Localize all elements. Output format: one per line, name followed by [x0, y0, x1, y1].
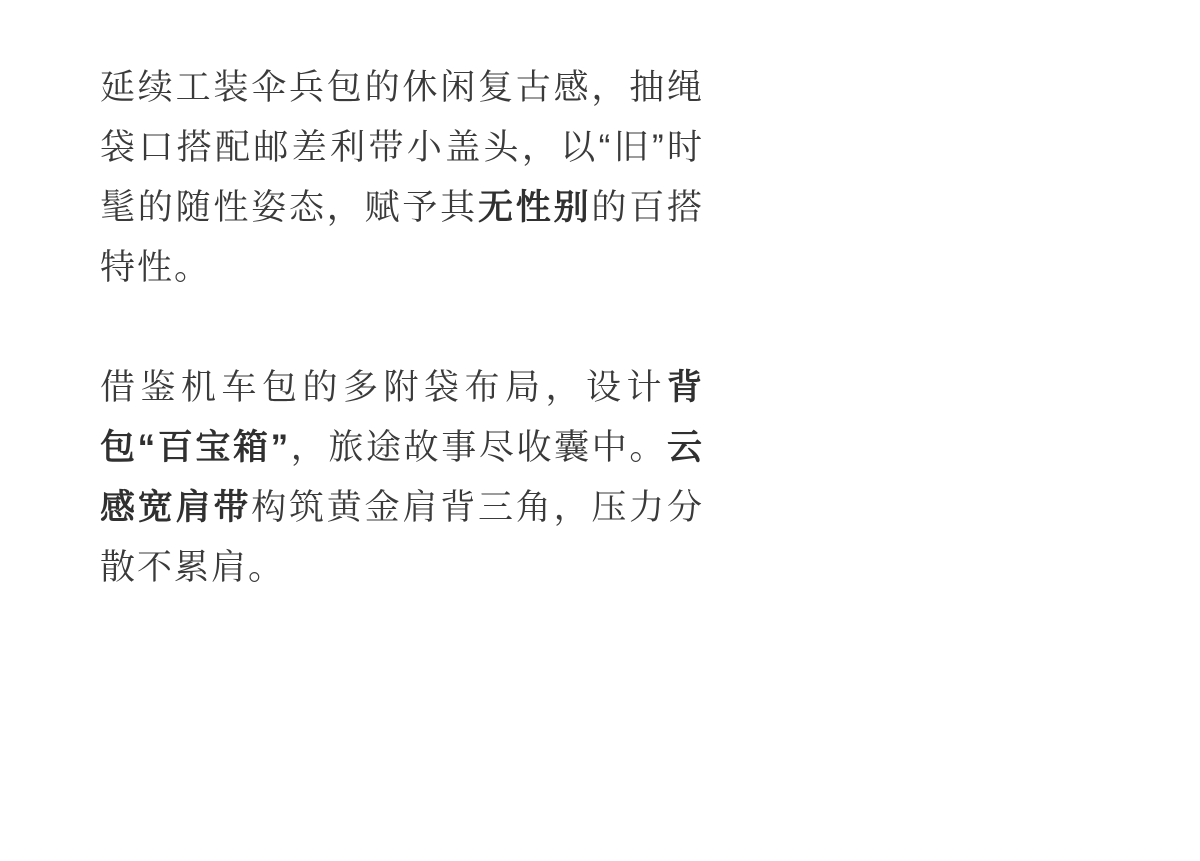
- text-segment-emphasis: 无性别: [477, 188, 592, 227]
- text-segment: ，旅途故事尽收囊中。: [290, 428, 667, 467]
- text-segment: 借鉴机车包的多附袋布局，设计: [100, 368, 667, 407]
- product-description: [100, 58, 704, 658]
- paragraph: [100, 358, 704, 598]
- paragraph: [100, 58, 704, 298]
- text-segment-emphasis: 背包“百宝箱”: [100, 368, 704, 467]
- text-segment-emphasis: 云感宽肩带: [100, 428, 704, 527]
- text-segment: 延续工装伞兵包的休闲复古感，抽绳袋口搭配邮差利带小盖头，以“旧”时髦的随性姿态，赋予其: [100, 68, 704, 227]
- text-segment: 的百搭特性。: [100, 188, 704, 287]
- text-segment: 构筑黄金肩背三角，压力分散不累肩。: [100, 488, 704, 587]
